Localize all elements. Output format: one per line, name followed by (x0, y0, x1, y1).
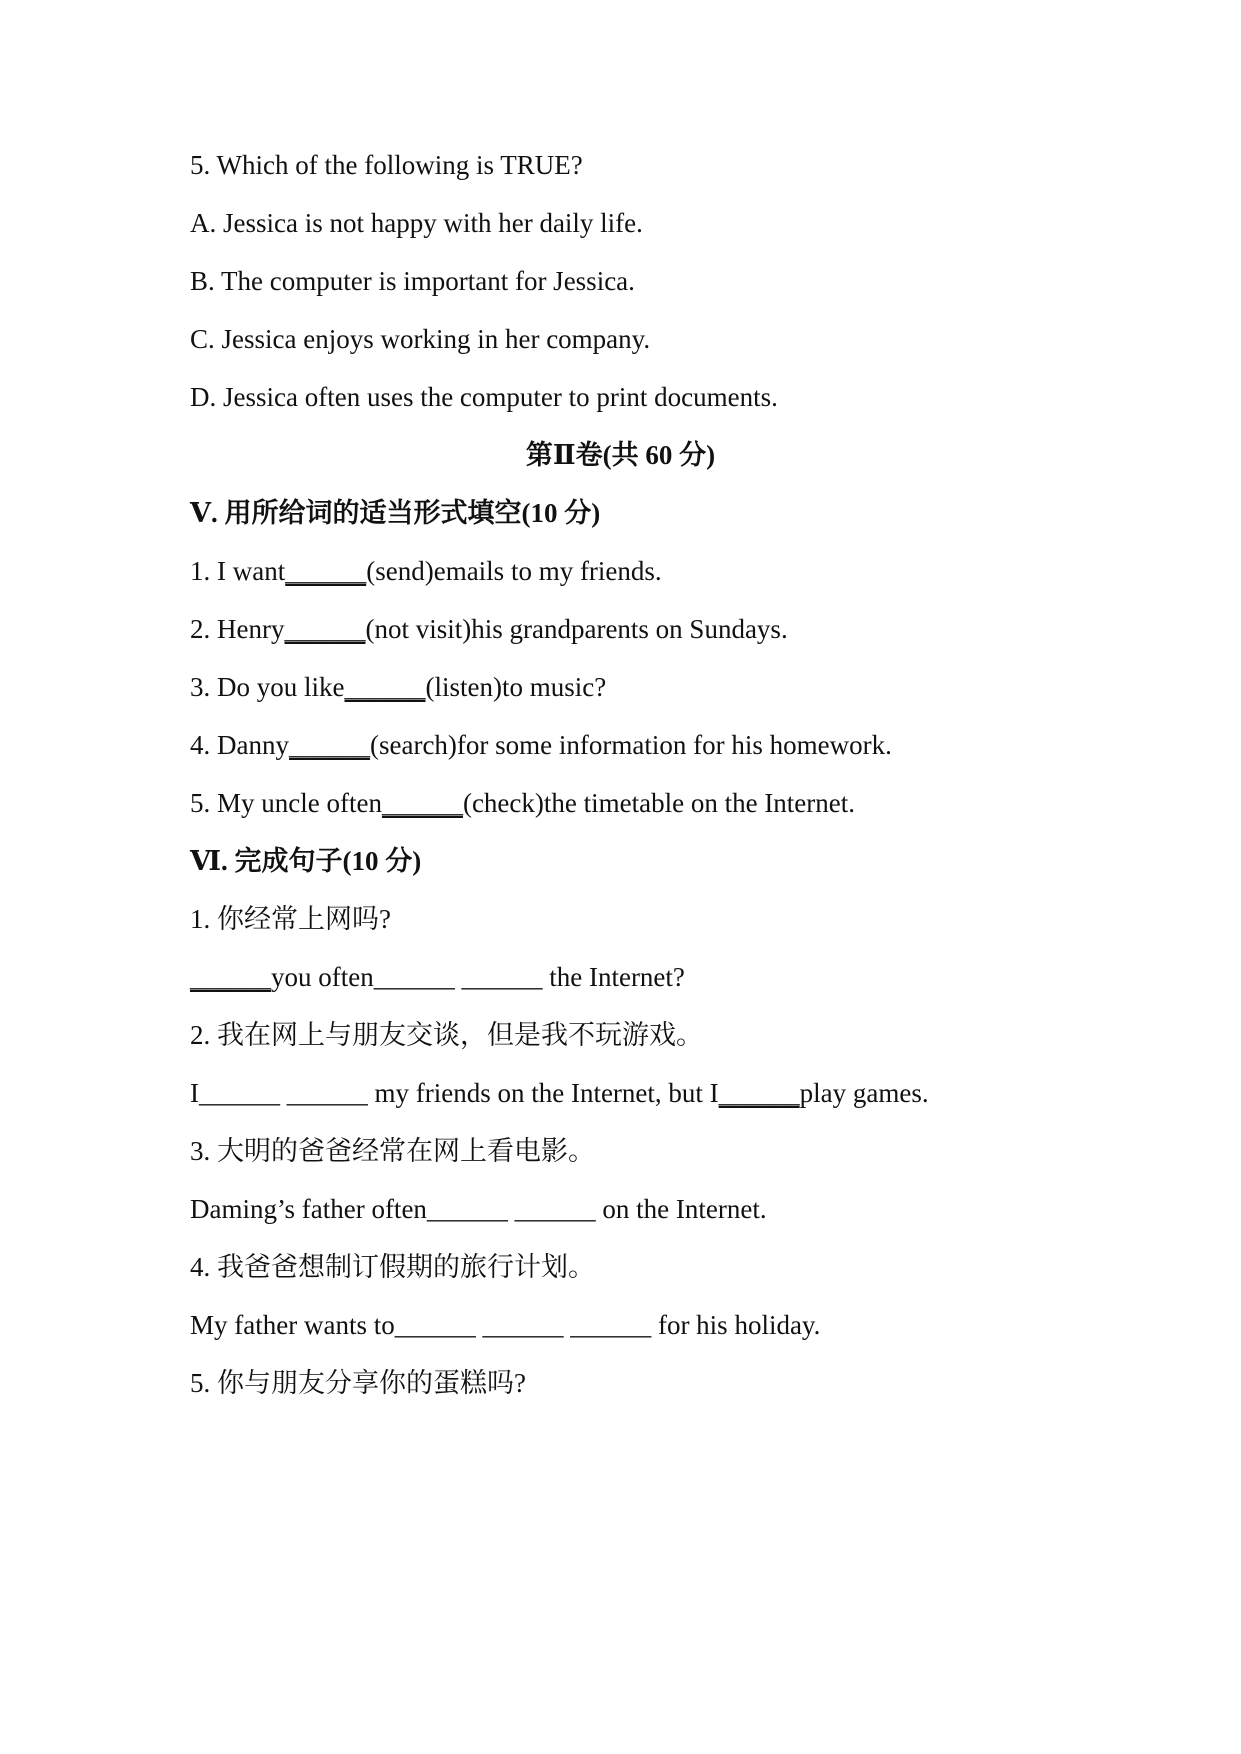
sentence-text: play games. (799, 1078, 929, 1108)
item-text: 2. Henry (190, 614, 285, 644)
q3-chinese: 3. 大明的爸爸经常在网上看电影。 (190, 1136, 595, 1166)
answer-blank: ______ (285, 556, 367, 586)
q2-english (190, 1076, 929, 1110)
item-text: (listen)to music? (425, 672, 607, 702)
item-text: 3. Do you like (190, 672, 345, 702)
sentence-text: I______ ______ my friends on the Internet, but I (190, 1078, 719, 1108)
sentence-text: you often______ ______ the Internet? (271, 962, 685, 992)
answer-blank: ______ (284, 614, 366, 644)
section5-item-3 (190, 670, 606, 704)
q3-english: Daming’s father often______ ______ on the Internet. (190, 1194, 767, 1224)
section5-heading: Ⅴ. 用所给词的适当形式填空(10 分) (190, 498, 601, 528)
answer-blank: ______ (288, 730, 370, 760)
item-text: (check)the timetable on the Internet. (462, 788, 856, 818)
answer-blank: ______ (381, 788, 463, 818)
section5-item-5 (190, 786, 855, 820)
item-text: (not visit)his grandparents on Sundays. (365, 614, 788, 644)
section6-heading: Ⅵ. 完成句子(10 分) (190, 846, 422, 876)
q1-chinese: 1. 你经常上网吗? (190, 904, 391, 934)
q4-chinese: 4. 我爸爸想制订假期的旅行计划。 (190, 1252, 595, 1282)
q1-english (190, 960, 685, 994)
section5-item-1 (190, 554, 662, 588)
part-title: 第Ⅱ卷(共 60 分) (525, 440, 716, 470)
q5-chinese: 5. 你与朋友分享你的蛋糕吗? (190, 1368, 526, 1398)
answer-blank: ______ (344, 672, 426, 702)
item-text: 5. My uncle often (190, 788, 382, 818)
section5-item-2 (190, 612, 788, 646)
option-d: D. Jessica often uses the computer to print documents. (190, 382, 778, 412)
answer-blank: ______ (190, 962, 271, 992)
item-text: (send)emails to my friends. (366, 556, 662, 586)
q4-english: My father wants to______ ______ ______ for his holiday. (190, 1310, 821, 1340)
item-text: (search)for some information for his homework. (369, 730, 892, 760)
option-c: C. Jessica enjoys working in her company. (190, 324, 651, 354)
option-a: A. Jessica is not happy with her daily life. (190, 208, 643, 238)
section5-item-4 (190, 728, 892, 762)
item-text: 1. I want (190, 556, 286, 586)
answer-blank: ______ (718, 1078, 800, 1108)
q2-chinese: 2. 我在网上与朋友交谈，但是我不玩游戏。 (190, 1020, 703, 1050)
option-b: B. The computer is important for Jessica. (190, 266, 635, 296)
reading-question: 5. Which of the following is TRUE? (190, 150, 583, 180)
item-text: 4. Danny (190, 730, 289, 760)
